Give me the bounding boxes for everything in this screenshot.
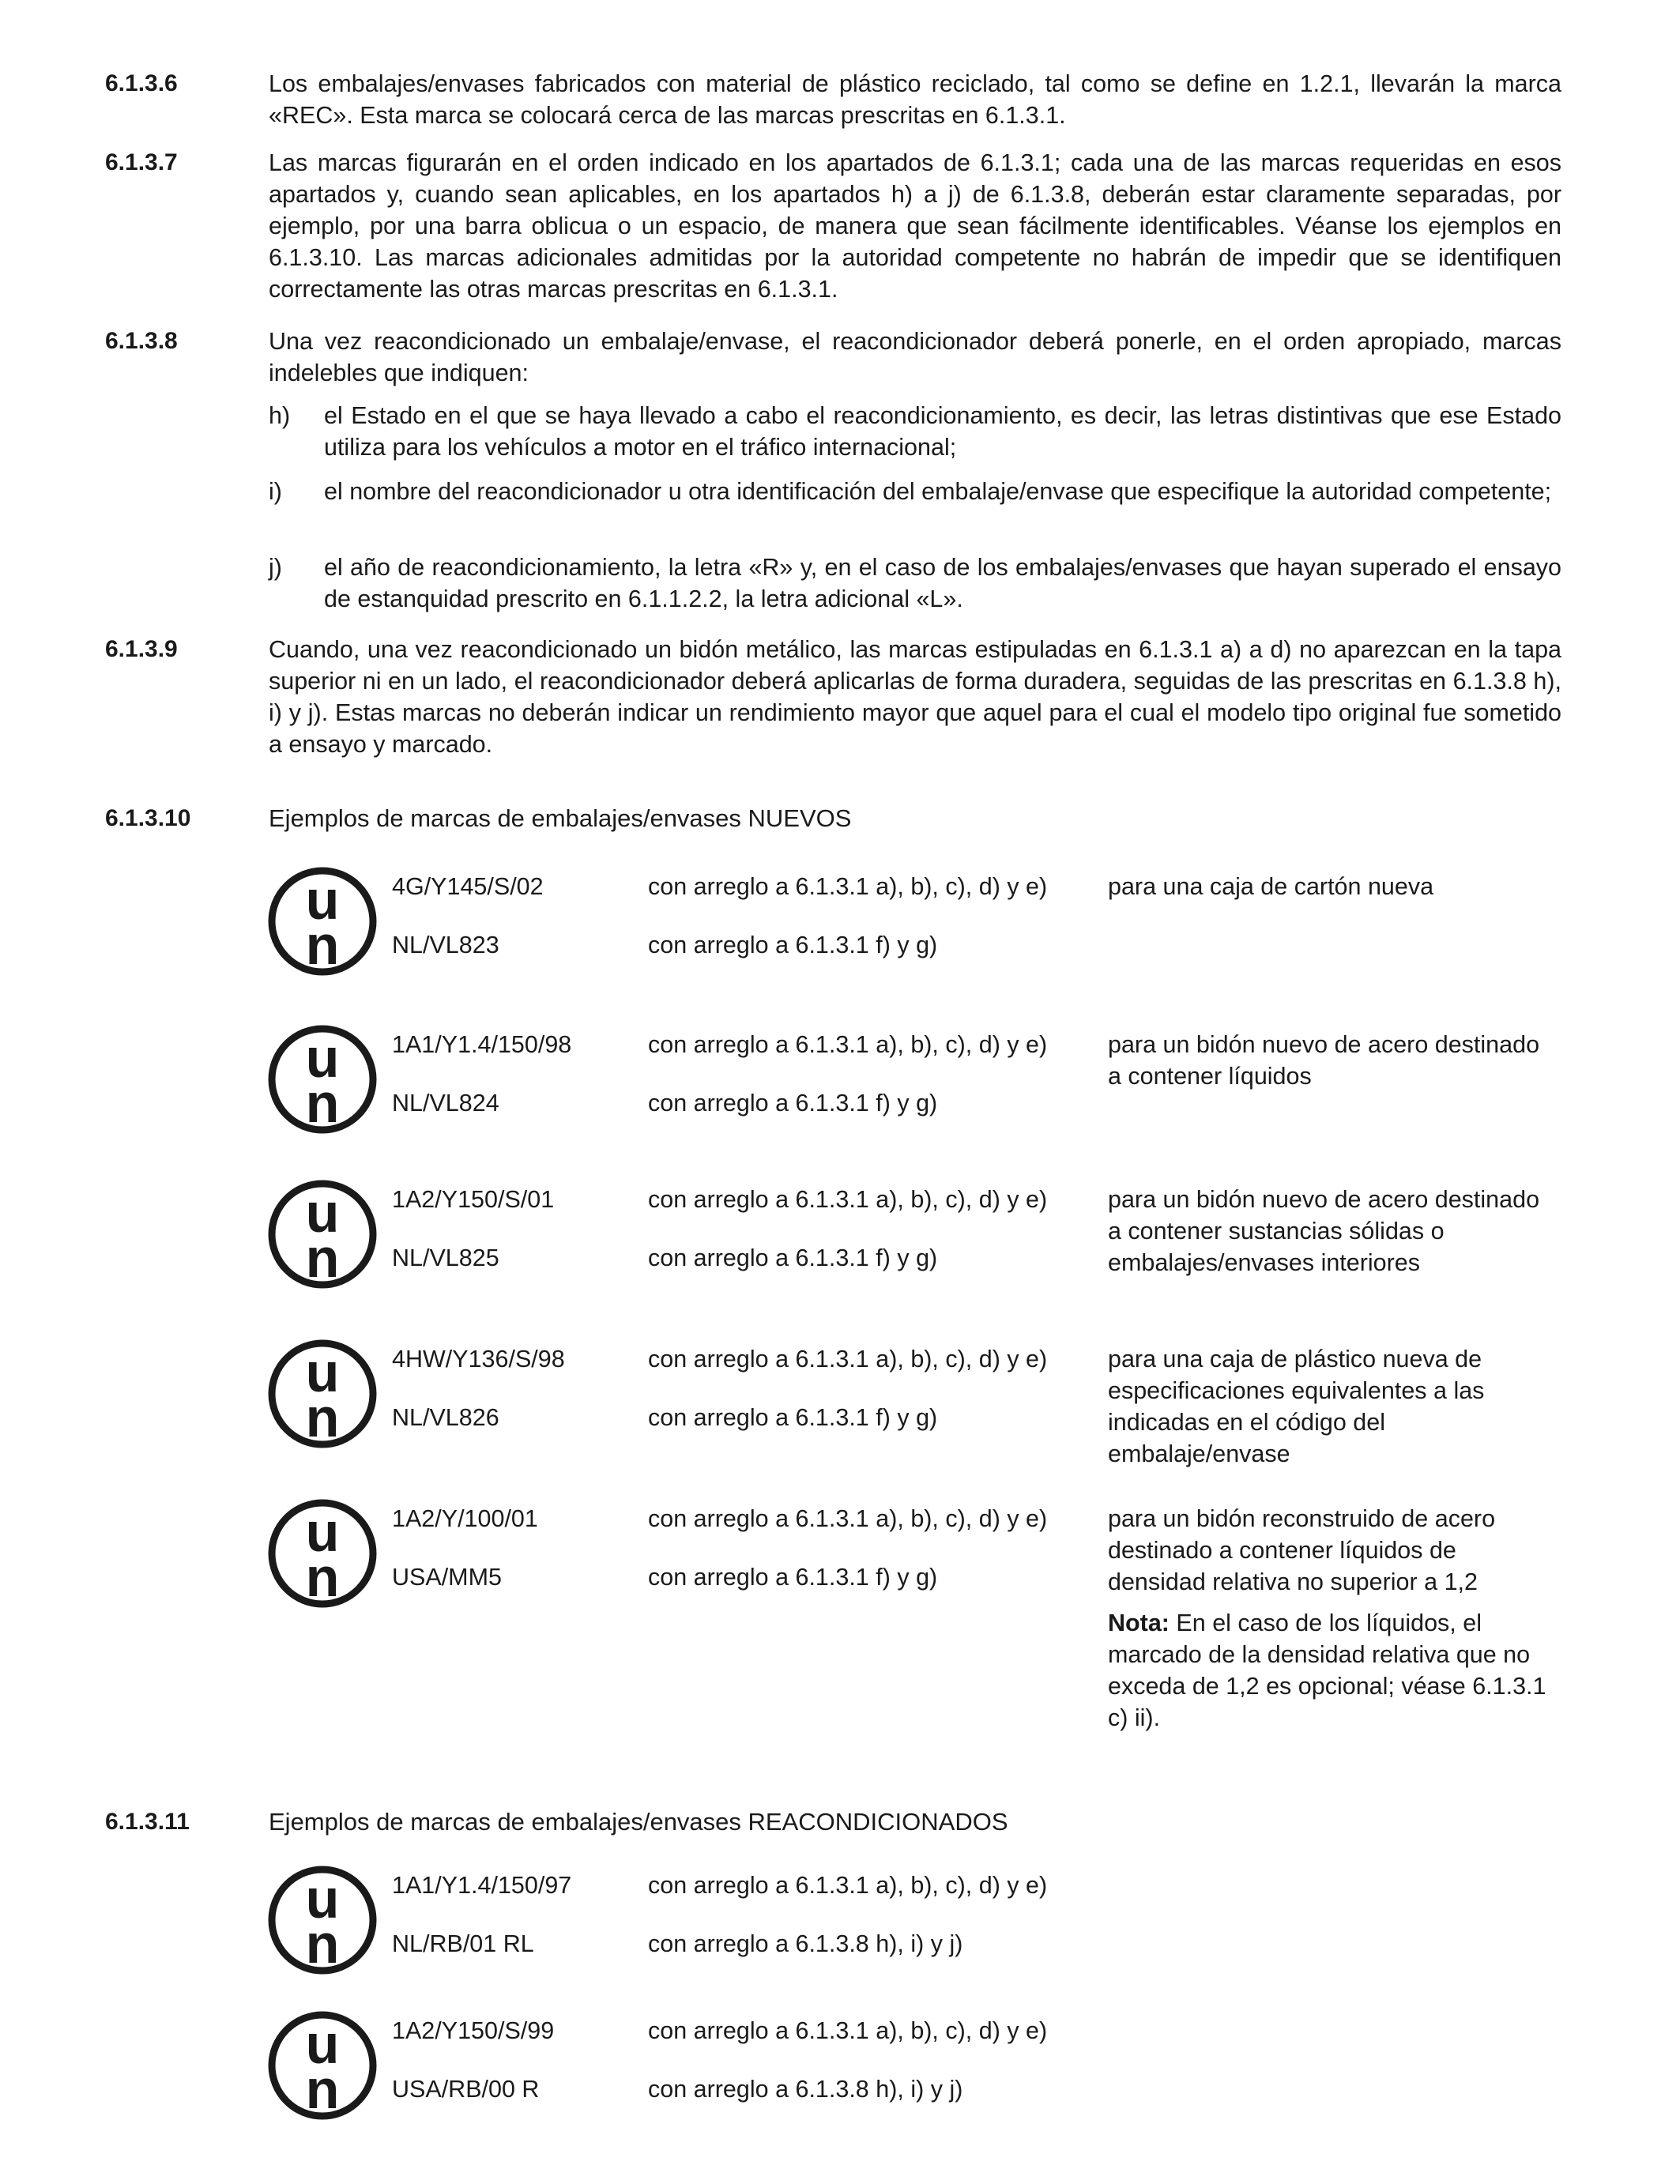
marking-reference: con arreglo a 6.1.3.8 h), i) y j): [648, 1930, 963, 1957]
list-item-label: j): [269, 554, 282, 581]
svg-text:n: n: [305, 1913, 340, 1975]
section-heading: Ejemplos de marcas de embalajes/envases NUEVOS: [269, 804, 852, 832]
list-item-text: el año de reacondicionamiento, la letra «R» y, en el caso de los embalajes/envases que hayan superado el ensayo de estanquidad prescrito en 6.1.1.2.2, la letra adicional «L».: [324, 554, 1561, 612]
un-symbol-icon: [267, 1498, 378, 1609]
marking-code: NL/VL825: [392, 1245, 499, 1271]
marking-description: para una caja de cartón nueva: [1108, 873, 1434, 900]
marking-code: NL/VL823: [392, 932, 499, 958]
marking-code: 1A2/Y150/S/01: [392, 1186, 555, 1213]
marking-reference: con arreglo a 6.1.3.1 a), b), c), d) y e): [648, 1346, 1048, 1373]
list-item-text: el Estado en el que se haya llevado a cabo el reacondicionamiento, es decir, las letras distintivas que ese Estado utiliza para los vehículos a motor en el tráfico internacional;: [324, 402, 1561, 461]
un-symbol-icon: [267, 1339, 378, 1449]
section-text: Una vez reacondicionado un embalaje/envase, el reacondicionador deberá ponerle, en el orden apropiado, marcas indelebles que indiquen:: [269, 328, 1561, 386]
section-text: Cuando, una vez reacondicionado un bidón metálico, las marcas estipuladas en 6.1.3.1 a) a d) no aparezcan en la tapa superior ni en un lado, el reacondicionador deberá aplicarlas de forma duradera, seguidas de las prescritas en 6.1.3.8 h), i) y j). Estas marcas no deberán indicar un rendimiento mayor que aquel para el cual el modelo tipo original fue sometido a ensayo y marcado.: [269, 636, 1561, 758]
svg-text:u: u: [305, 869, 340, 931]
un-symbol-icon: [267, 1179, 378, 1290]
marking-reference: con arreglo a 6.1.3.1 a), b), c), d) y e): [648, 2017, 1048, 2044]
marking-code: 4G/Y145/S/02: [392, 873, 544, 900]
svg-text:n: n: [305, 2058, 340, 2120]
marking-example: [267, 1339, 1571, 1467]
list-item-label: i): [269, 478, 282, 505]
marking-reference: con arreglo a 6.1.3.1 f) y g): [648, 932, 938, 958]
marking-code: USA/MM5: [392, 1564, 502, 1591]
svg-text:n: n: [305, 1387, 340, 1448]
section-number: 6.1.3.6: [105, 70, 178, 96]
marking-reference: con arreglo a 6.1.3.1 f) y g): [648, 1564, 938, 1591]
section-number: 6.1.3.10: [105, 805, 191, 831]
marking-example: [267, 866, 1571, 985]
marking-reference: con arreglo a 6.1.3.1 f) y g): [648, 1090, 938, 1116]
note-label: Nota:: [1108, 1610, 1170, 1636]
marking-code: 4HW/Y136/S/98: [392, 1346, 565, 1373]
marking-example: [267, 1179, 1571, 1297]
marking-description: para un bidón nuevo de acero destinado a contener líquidos: [1108, 1031, 1540, 1090]
svg-text:n: n: [305, 914, 340, 976]
marking-code: 1A1/Y1.4/150/97: [392, 1872, 572, 1899]
section-number: 6.1.3.7: [105, 149, 178, 175]
marking-code: 1A2/Y150/S/99: [392, 2017, 555, 2044]
marking-reference: con arreglo a 6.1.3.8 h), i) y j): [648, 2076, 963, 2103]
marking-code: USA/RB/00 R: [392, 2076, 540, 2103]
marking-reference: con arreglo a 6.1.3.1 f) y g): [648, 1245, 938, 1271]
section-number: 6.1.3.8: [105, 328, 178, 354]
marking-description: para una caja de plástico nueva de especificaciones equivalentes a las indicadas en el código del embalaje/envase: [1108, 1346, 1485, 1467]
marking-description: para un bidón nuevo de acero destinado a contener sustancias sólidas o embalajes/envases interiores: [1108, 1186, 1540, 1276]
note-body: En el caso de los líquidos, el marcado de la densidad relativa que no exceda de 1,2 es opcional; véase 6.1.3.1 c) ii).: [1108, 1610, 1546, 1731]
un-symbol-icon: [267, 2010, 378, 2121]
marking-reference: con arreglo a 6.1.3.1 a), b), c), d) y e): [648, 1505, 1048, 1532]
svg-text:u: u: [305, 1868, 340, 1930]
svg-text:n: n: [305, 1227, 340, 1289]
section-text: Los embalajes/envases fabricados con material de plástico reciclado, tal como se define en 1.2.1, llevarán la marca «REC». Esta marca se colocará cerca de las marcas prescritas en 6.1.3.1.: [269, 70, 1561, 129]
marking-reference: con arreglo a 6.1.3.1 a), b), c), d) y e): [648, 1031, 1048, 1058]
un-symbol-icon: [267, 1024, 378, 1135]
list-item-text: el nombre del reacondicionador u otra identificación del embalaje/envase que especifique la autoridad competente;: [324, 478, 1552, 505]
marking-reference: con arreglo a 6.1.3.1 a), b), c), d) y e): [648, 1872, 1048, 1899]
marking-code: NL/VL826: [392, 1404, 499, 1431]
marking-reference: con arreglo a 6.1.3.1 a), b), c), d) y e): [648, 873, 1048, 900]
marking-example: [267, 1024, 1571, 1143]
svg-text:u: u: [305, 1342, 340, 1403]
marking-code: 1A1/Y1.4/150/98: [392, 1031, 572, 1058]
marking-reference: con arreglo a 6.1.3.1 a), b), c), d) y e): [648, 1186, 1048, 1213]
svg-text:u: u: [305, 1027, 340, 1089]
marking-code: NL/RB/01 RL: [392, 1930, 534, 1957]
un-symbol-icon: [267, 1865, 378, 1975]
svg-text:n: n: [305, 1072, 340, 1134]
marking-example: [267, 1865, 1571, 1983]
marking-description: para un bidón reconstruido de acero destinado a contener líquidos de densidad relativa no superior a 1,2: [1108, 1505, 1496, 1595]
marking-example: [267, 1498, 1571, 1617]
marking-example: [267, 2010, 1571, 2129]
marking-code: NL/VL824: [392, 1090, 499, 1116]
marking-reference: con arreglo a 6.1.3.1 f) y g): [648, 1404, 938, 1431]
section-heading: Ejemplos de marcas de embalajes/envases REACONDICIONADOS: [269, 1808, 1008, 1836]
svg-text:u: u: [305, 1501, 340, 1563]
section-number: 6.1.3.9: [105, 636, 178, 662]
section-number: 6.1.3.11: [105, 1809, 190, 1835]
un-symbol-icon: [267, 866, 378, 977]
list-item-label: h): [269, 402, 291, 429]
note-text: [1108, 1607, 1550, 1734]
svg-text:u: u: [305, 1182, 340, 1244]
marking-code: 1A2/Y/100/01: [392, 1505, 538, 1532]
svg-text:n: n: [305, 1546, 340, 1608]
svg-text:u: u: [305, 2013, 340, 2075]
section-text: Las marcas figurarán en el orden indicado en los apartados de 6.1.3.1; cada una de las marcas requeridas en esos apartados y, cuando sean aplicables, en los apartados h) a j) de 6.1.3.8, deberán estar claramente separadas, por ejemplo, por una barra oblicua o un espacio, de manera que sean fácilmente identificables. Véanse los ejemplos en 6.1.3.10. Las marcas adicionales admitidas por la autoridad competente no habrán de impedir que se identifiquen correctamente las otras marcas prescritas en 6.1.3.1.: [269, 149, 1561, 303]
